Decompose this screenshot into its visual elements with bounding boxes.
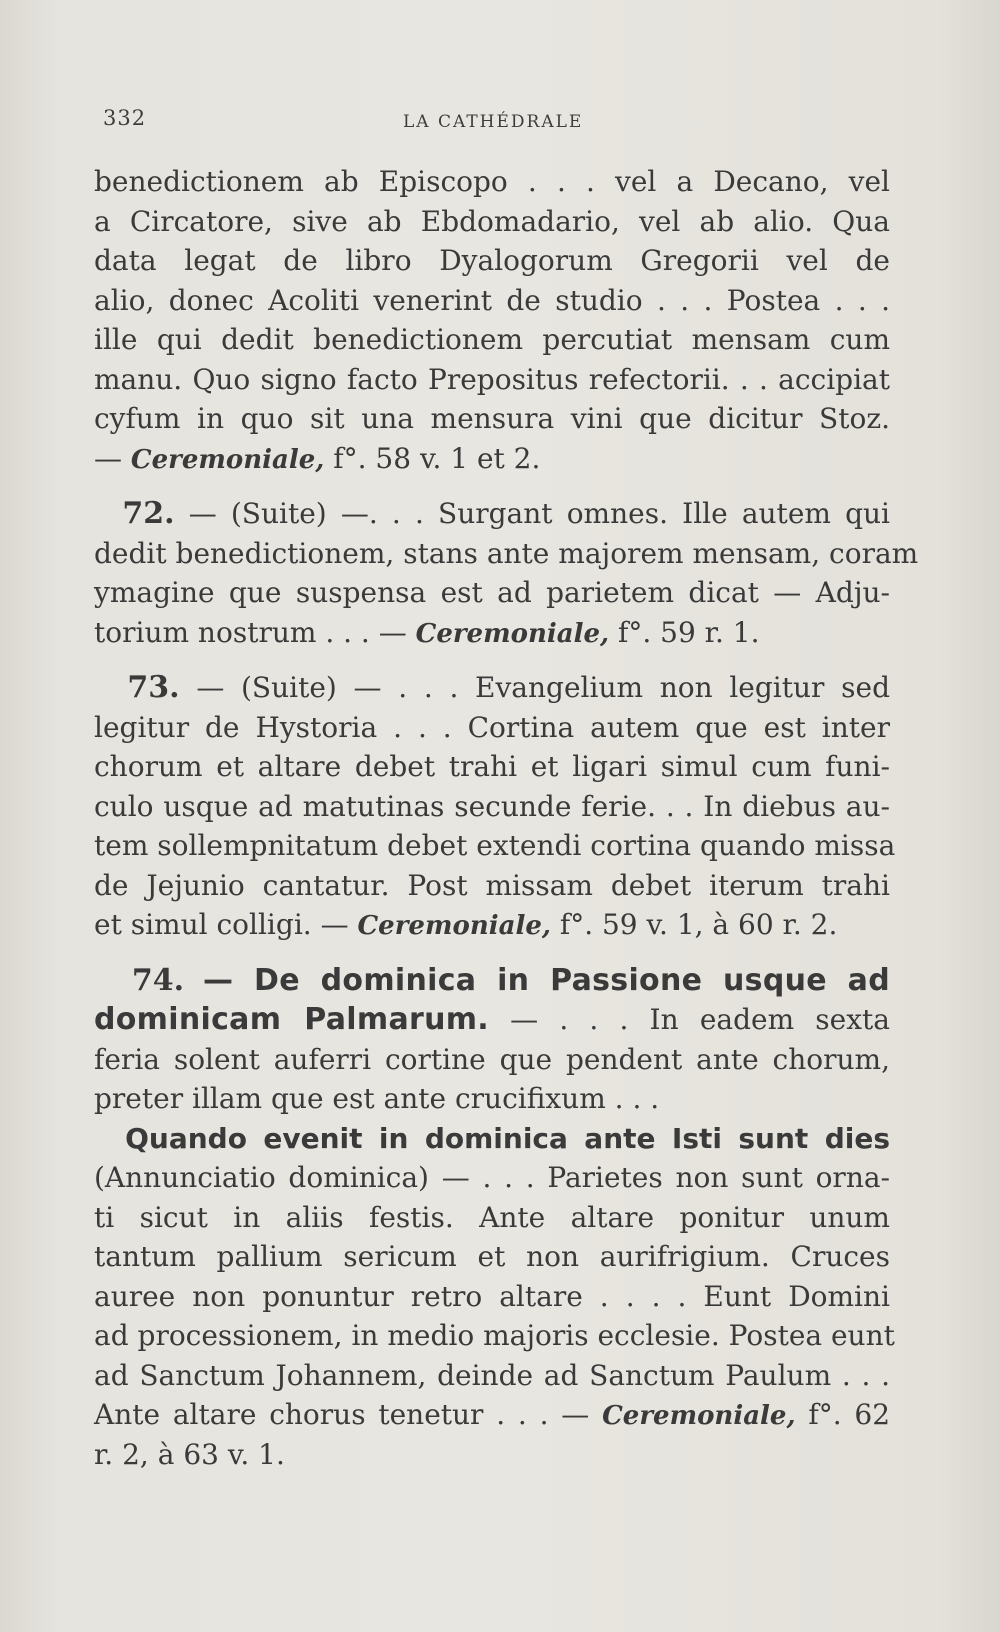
section-73-first-line xyxy=(94,668,890,708)
citation-line xyxy=(94,613,890,653)
citation-line xyxy=(94,439,890,479)
section-text: — (Suite) —. . . Surgant omnes. Ille autem qui xyxy=(188,497,891,530)
body-text xyxy=(94,162,919,1474)
text-line: preter illam que est ante crucifixum . . . xyxy=(94,1082,660,1115)
section-number: 72. xyxy=(122,496,175,531)
text-line: ad Sanctum Johannem, deinde ad Sanctum Paulum . . . xyxy=(94,1358,890,1392)
text-line: tem sollempnitatum debet extendi cortina quando missa xyxy=(94,829,896,862)
text-line: ille qui dedit benedictionem percutiat mensam cum xyxy=(94,323,890,356)
text-line: r. 2, à 63 v. 1. xyxy=(94,1437,285,1471)
citation-line xyxy=(94,905,890,945)
text-line: a Circatore, sive ab Ebdomadario, vel ab alio. Qua xyxy=(94,204,890,238)
section-text: et simul colligi. — xyxy=(94,908,349,941)
text-line: tantum pallium sericum et non aurifrigium. Cruces xyxy=(94,1240,890,1273)
section-72-first-line xyxy=(94,494,890,534)
citation-ref: f°. 59 r. 1. xyxy=(617,615,760,649)
section-number: 73. xyxy=(127,670,180,705)
dash: — xyxy=(94,441,122,475)
text-line: cyfum in quo sit una mensura vini que dicitur Stoz. xyxy=(94,402,890,435)
text-line: (Annunciatio dominica) — . . . Parietes non sunt orna- xyxy=(94,1161,890,1194)
section-text: Ante altare chorus tenetur . . . — xyxy=(94,1398,590,1431)
running-title: LA CATHÉDRALE xyxy=(403,112,584,132)
text-line: ti sicut in aliis festis. Ante altare ponitur unum xyxy=(94,1200,890,1234)
section-text: torium nostrum . . . — xyxy=(94,615,407,649)
section-number: 74. xyxy=(131,962,185,998)
section-74-heading-line-2 xyxy=(94,1000,890,1040)
citation-work: Ceremoniale, xyxy=(602,1401,796,1431)
text-line: data legat de libro Dyalogorum Gregorii vel de xyxy=(94,244,890,277)
text-line: alio, donec Acoliti venerint de studio . . . Postea . . . xyxy=(94,283,890,317)
citation-work: Ceremoniale, xyxy=(130,444,325,475)
page-number: 332 xyxy=(103,106,147,130)
citation-ref: f°. 58 v. 1 et 2. xyxy=(333,441,541,475)
section-heading: dominicam Palmarum. xyxy=(94,1002,489,1037)
section-text: — . . . In eadem sexta xyxy=(510,1003,890,1036)
citation-work: Ceremoniale, xyxy=(357,911,551,941)
text-line: ymagine que suspensa est ad parietem dicat — Adju- xyxy=(94,576,890,609)
running-head xyxy=(103,106,890,146)
citation-line xyxy=(94,1395,890,1435)
subheading: Quando evenit in dominica ante Isti sunt dies xyxy=(125,1121,890,1155)
text-line: dedit benedictionem, stans ante majorem mensam, coram xyxy=(94,536,919,570)
text-line: culo usque ad matutinas secunde ferie. . . In diebus au- xyxy=(94,789,890,823)
text-line: benedictionem ab Episcopo . . . vel a Decano, vel xyxy=(94,165,890,198)
section-heading: — De dominica in Passione usque ad xyxy=(202,962,890,998)
text-line: manu. Quo signo facto Prepositus refectorii. . . accipiat xyxy=(94,362,890,396)
text-line: legitur de Hystoria . . . Cortina autem que est inter xyxy=(94,710,890,744)
citation-ref: f°. 62 xyxy=(808,1398,891,1431)
subheading-line xyxy=(94,1119,890,1159)
section-74-heading-line xyxy=(94,961,890,1001)
text-line: chorum et altare debet trahi et ligari simul cum funi- xyxy=(94,750,890,783)
text-line: de Jejunio cantatur. Post missam debet iterum trahi xyxy=(94,868,890,902)
section-text: — (Suite) — . . . Evangelium non legitur sed xyxy=(196,671,890,704)
text-line: auree non ponuntur retro altare . . . . Eunt Domini xyxy=(94,1279,890,1313)
citation-ref: f°. 59 v. 1, à 60 r. 2. xyxy=(559,908,838,941)
text-line: ad processionem, in medio majoris ecclesie. Postea eunt xyxy=(94,1319,895,1352)
text-line: feria solent auferri cortine que pendent ante chorum, xyxy=(94,1042,890,1076)
citation-work: Ceremoniale, xyxy=(415,618,610,649)
